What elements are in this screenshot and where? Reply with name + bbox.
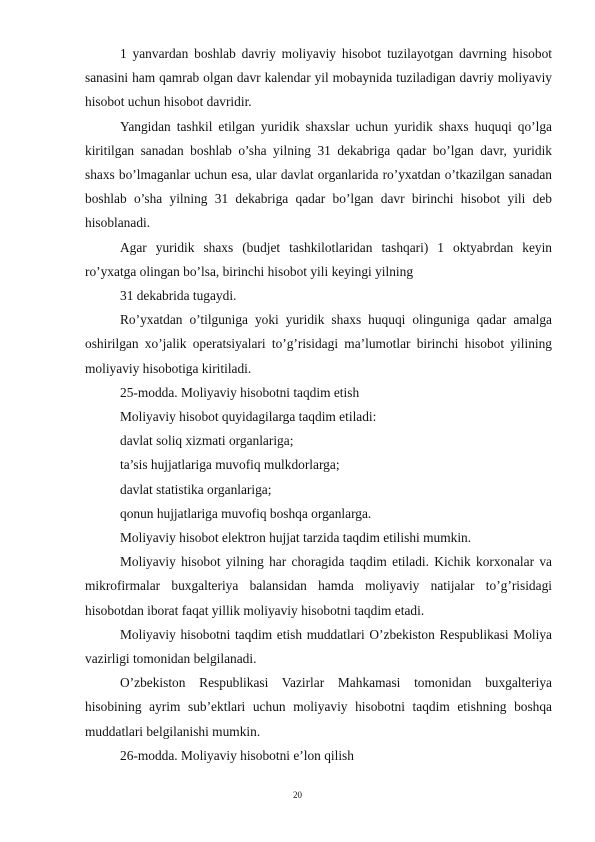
paragraph-cabinet-deadlines: O’zbekiston Respublikasi Vazirlar Mahkamasi tomonidan buxgalteriya hisobining ayrim sub’ektlari uchun moliyaviy hisobotni taqdim etishning boshqa muddatlari belgilanishi mumkin. xyxy=(85,675,552,739)
article-26-heading: 26-modda. Moliyaviy hisobotni e’lon qilish xyxy=(120,747,354,763)
list-item-other-bodies: qonun hujjatlariga muvofiq boshqa organlarga. xyxy=(120,505,372,521)
paragraph-operations-before-registration: Ro’yxatdan o’tilguniga yoki yuridik shaxs huquqi olinguniga qadar amalga oshirilgan xo’jalik operatsiyalari to’g’risidagi ma’lumotlar birinchi hisobot yilining moliyaviy hisobotiga kiritiladi. xyxy=(85,312,552,376)
paragraph-reporting-period: 1 yanvardan boshlab davriy moliyaviy hisobot tuzilayotgan davrning hisobot sanasini ham qamrab olgan davr kalendar yil mobaynida tuziladigan davriy moliyaviy hisobot uchun hisobot davridir. xyxy=(85,46,552,110)
list-item-owners: ta’sis hujjatlariga muvofiq mulkdorlarga; xyxy=(120,457,340,473)
paragraph-first-reporting-year: Yangidan tashkil etilgan yuridik shaxslar uchun yuridik shaxs huquqi qo’lga kiritilgan sanadan boshlab o’sha yilning 31 dekabriga qadar bo’lgan davr, yuridik shaxs bo’lmaganlar uchun esa, ular davlat organlarida ro’yxatdan o’tkazilgan sanadan boshlab o’sha yilning 31 dekabriga qadar bo’lgan davr birinchi hisobot yili deb hisoblanadi. xyxy=(85,118,552,231)
page-number: 20 xyxy=(293,790,302,800)
list-item-statistics: davlat statistika organlariga; xyxy=(120,481,272,497)
paragraph-submitted-to: Moliyaviy hisobot quyidagilarga taqdim etiladi: xyxy=(120,409,377,425)
paragraph-quarterly-reporting: Moliyaviy hisobot yilning har choragida taqdim etiladi. Kichik korxonalar va mikrofirmalar buxgalteriya balansidan hamda moliyaviy natijalar to’g’risidagi hisobotdan iborat faqat yillik moliyaviy hisobotni taqdim etadi. xyxy=(85,554,552,618)
paragraph-ends-december: 31 dekabrida tugaydi. xyxy=(120,288,237,304)
article-25-heading: 25-modda. Moliyaviy hisobotni taqdim etish xyxy=(120,384,360,400)
paragraph-deadlines-ministry: Moliyaviy hisobotni taqdim etish muddatlari O’zbekiston Respublikasi Moliya vazirligi tomonidan belgilanadi. xyxy=(85,626,552,667)
paragraph-electronic-document: Moliyaviy hisobot elektron hujjat tarzida taqdim etilishi mumkin. xyxy=(120,530,472,546)
list-item-tax-service: davlat soliq xizmati organlariga; xyxy=(120,433,294,449)
paragraph-registration-after-october: Agar yuridik shaxs (budjet tashkilotlaridan tashqari) 1 oktyabrdan keyin ro’yxatga olingan bo’lsa, birinchi hisobot yili keyingi yilning xyxy=(85,239,552,279)
page-body xyxy=(85,42,552,768)
